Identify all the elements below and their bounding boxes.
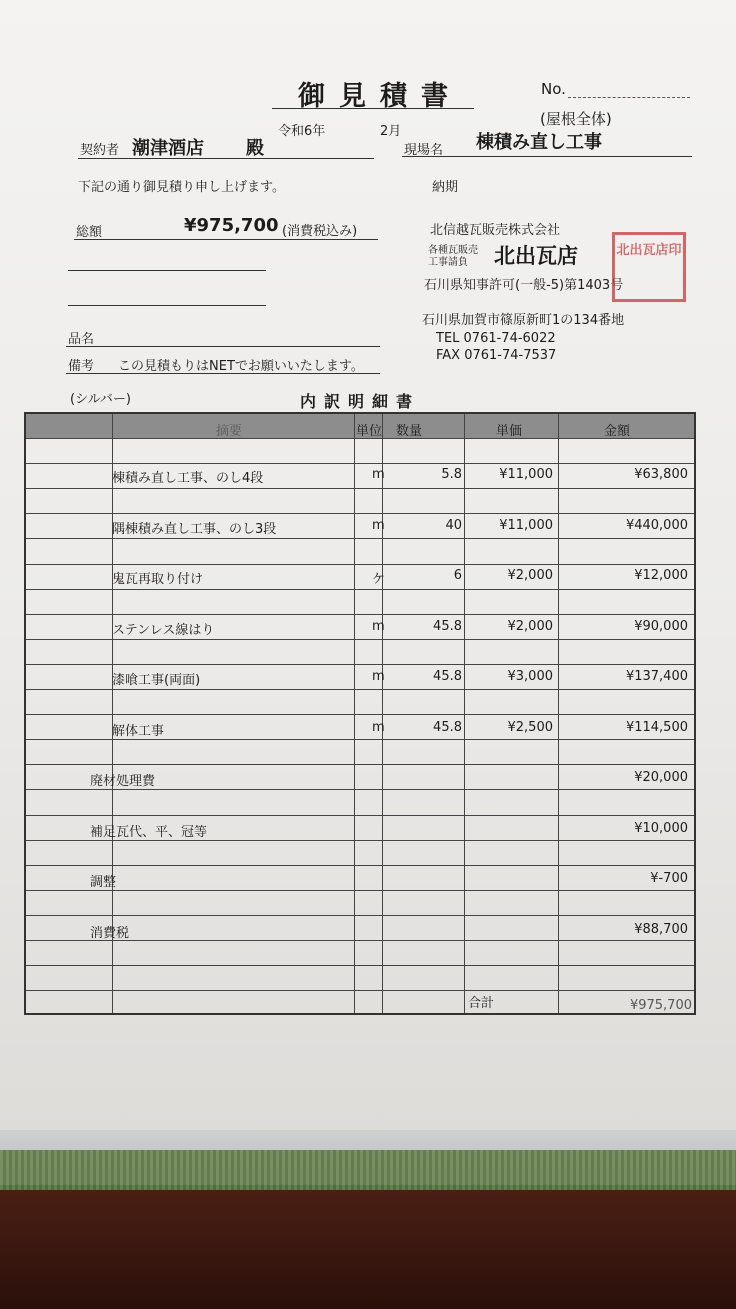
item-amount: ¥12,000: [634, 568, 688, 584]
item-unit: ケ: [372, 572, 386, 588]
item-unit-price: ¥11,000: [499, 517, 553, 533]
item-unit-price: ¥11,000: [499, 467, 553, 483]
item-quantity: 45.8: [433, 669, 462, 685]
row-divider: [26, 589, 694, 590]
item-name: ステンレス線はり: [112, 622, 215, 638]
contractor-name: 潮津酒店: [132, 138, 204, 159]
item-name: 調整: [90, 875, 117, 891]
row-divider: [26, 965, 694, 966]
product-underline: [66, 346, 380, 347]
row-divider: [26, 488, 694, 489]
document-title: 御見積書: [298, 81, 462, 112]
item-unit: m: [372, 517, 385, 533]
site-label: 現場名: [404, 143, 444, 158]
column-header: 数量: [396, 424, 423, 439]
item-name: 漆喰工事(両面): [112, 673, 201, 689]
row-divider: [26, 463, 694, 464]
company-label-a: 各種瓦販売: [428, 245, 478, 256]
row-divider: [26, 865, 694, 866]
row-divider: [26, 990, 694, 991]
row-divider: [26, 614, 694, 615]
item-name: 解体工事: [112, 723, 165, 739]
grand-total-amount: ¥975,700: [629, 998, 692, 1013]
column-header: 摘要: [216, 424, 243, 439]
detail-table: [24, 412, 696, 1015]
product-label: 品名: [68, 332, 95, 347]
contractor-underline: [78, 158, 374, 159]
row-divider: [26, 840, 694, 841]
row-divider: [26, 689, 694, 690]
contractor-honorific: 殿: [246, 138, 264, 159]
blank-line-1: [68, 270, 266, 271]
number-label: No.: [541, 80, 566, 98]
row-divider: [26, 789, 694, 790]
item-name: 棟積み直し工事、のし4段: [112, 471, 264, 487]
company-fax: FAX 0761-74-7537: [436, 348, 557, 363]
row-divider: [26, 664, 694, 665]
item-amount: ¥90,000: [634, 618, 688, 634]
company-line1: 北信越瓦販売株式会社: [430, 223, 561, 238]
delivery-label: 納期: [432, 180, 459, 195]
item-unit-price: ¥3,000: [507, 669, 553, 685]
item-quantity: 6: [453, 568, 462, 584]
column-header: 金額: [604, 424, 631, 439]
company-license: 石川県知事許可(一般-5)第1403号: [424, 278, 624, 293]
row-divider: [26, 714, 694, 715]
item-quantity: 45.8: [433, 618, 462, 634]
row-divider: [26, 564, 694, 565]
date-era: 令和6年: [278, 124, 326, 139]
row-divider: [26, 739, 694, 740]
total-underline: [74, 239, 378, 240]
fabric-background: [0, 1150, 736, 1195]
item-quantity: 40: [445, 517, 462, 533]
item-amount: ¥63,800: [634, 467, 688, 483]
item-name: 鬼瓦再取り付け: [112, 572, 204, 588]
total-label: 総額: [76, 225, 103, 240]
remarks-text: この見積もりはNETでお願いいたします。: [118, 359, 364, 374]
date-month: 2月: [380, 124, 402, 139]
remarks-underline: [66, 373, 380, 374]
item-name: 補足瓦代、平、冠等: [90, 824, 208, 840]
scope-note: (屋根全体): [540, 110, 612, 128]
row-divider: [26, 915, 694, 916]
company-tel: TEL 0761-74-6022: [436, 331, 556, 346]
row-divider: [26, 438, 694, 439]
blank-line-2: [68, 305, 266, 306]
company-name: 北出瓦店: [494, 244, 578, 268]
item-amount: ¥20,000: [634, 770, 688, 786]
remarks-label: 備考: [68, 359, 95, 374]
table-surface: [0, 1190, 736, 1309]
item-unit-price: ¥2,000: [507, 618, 553, 634]
number-field-line: [568, 97, 690, 98]
site-underline: [402, 156, 692, 157]
row-divider: [26, 513, 694, 514]
item-amount: ¥440,000: [625, 517, 688, 533]
item-unit: m: [372, 467, 385, 483]
item-name: 消費税: [90, 925, 130, 941]
item-name: 隅棟積み直し工事、のし3段: [112, 521, 277, 537]
column-header: 単価: [496, 424, 523, 439]
contractor-label: 契約者: [80, 143, 120, 158]
item-unit-price: ¥2,000: [507, 568, 553, 584]
company-address: 石川県加賀市篠原新町1の134番地: [422, 313, 625, 328]
item-unit-price: ¥2,500: [507, 719, 553, 735]
item-amount: ¥137,400: [625, 669, 688, 685]
item-unit: m: [372, 719, 385, 735]
item-unit: m: [372, 669, 385, 685]
site-name: 棟積み直し工事: [476, 132, 602, 153]
tax-note: (消費税込み): [282, 224, 358, 239]
item-unit: m: [372, 618, 385, 634]
company-label-b: 工事請負: [428, 257, 468, 268]
row-divider: [26, 538, 694, 539]
grand-total-label: 合計: [468, 996, 495, 1011]
column-header: 単位: [356, 424, 383, 439]
item-name: 廃材処理費: [90, 774, 156, 790]
row-divider: [26, 764, 694, 765]
row-divider: [26, 890, 694, 891]
item-quantity: 45.8: [433, 719, 462, 735]
item-amount: ¥114,500: [625, 719, 688, 735]
item-amount: ¥88,700: [634, 921, 688, 937]
detail-title: 内訳明細書: [300, 392, 421, 411]
company-seal: 北出瓦店印: [612, 232, 686, 302]
grade-note: (シルバー): [70, 392, 131, 407]
intro-text: 下記の通り御見積り申し上げます。: [78, 180, 285, 195]
total-amount: ¥975,700: [184, 215, 279, 236]
item-amount: ¥10,000: [634, 820, 688, 836]
item-amount: ¥-700: [650, 871, 688, 887]
row-divider: [26, 815, 694, 816]
title-underline: [272, 108, 474, 109]
item-quantity: 5.8: [441, 467, 462, 483]
row-divider: [26, 639, 694, 640]
